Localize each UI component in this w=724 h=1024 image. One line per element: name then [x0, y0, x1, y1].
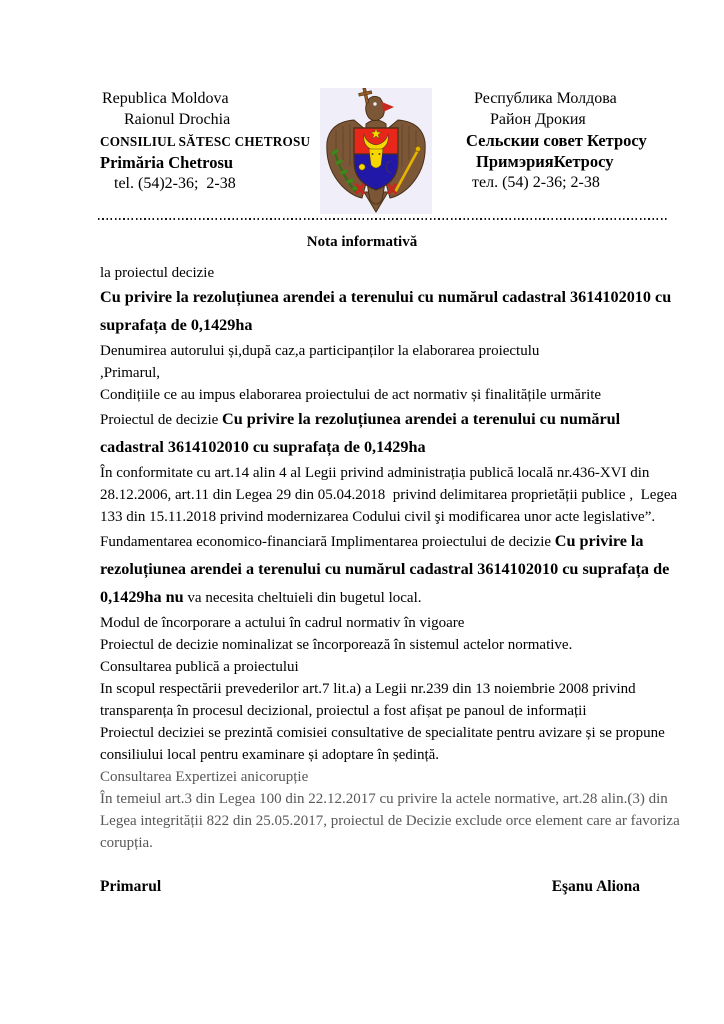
moldova-coat-of-arms-icon	[320, 88, 432, 214]
text-run: Cu privire la rezoluțiunea arendei a terenului cu numărul cadastral 3614102010 cu suprafața de 0,1429ha	[100, 410, 625, 456]
phone-ru: тел. (54) 2-36; 2-38	[472, 174, 600, 191]
text-run: Proiectul de decizie nominalizat se încorporează în sistemul actelor normative.	[100, 637, 573, 653]
district-name-ro: Raionul Drochia	[124, 111, 231, 128]
paragraph	[100, 262, 682, 284]
text-run: Cu privire la rezoluțiunea arendei a terenului cu numărul cadastral 3614102010 cu suprafața de 0,1429ha	[100, 288, 676, 334]
text-run: Proiectul de decizie	[100, 412, 223, 428]
paragraph	[100, 362, 682, 384]
paragraph	[100, 340, 682, 362]
paragraph	[100, 722, 682, 766]
paragraph	[100, 612, 682, 634]
text-run: la proiectul decizie	[100, 265, 215, 281]
text-run: va necesita cheltuieli din bugetul local.	[183, 590, 422, 606]
signer-title: Primarul	[100, 878, 162, 895]
country-name-ro: Republica Moldova	[102, 90, 229, 107]
text-run: Proiectul deciziei se prezintă comisiei consultative de specialitate pentru avizare și se propune consiliului local pentru examinare și adoptare în ședință.	[100, 725, 669, 763]
paragraph	[100, 634, 682, 656]
text-run: In scopul respectării prevederilor art.7 lit.a) a Legii nr.239 din 13 noiembrie 2008 privind transparența în procesul decizional, proiectul a fost afișat pe panoul de informații	[100, 681, 640, 719]
paragraph	[100, 462, 682, 528]
text-run: Denumirea autorului și,după caz,a participanților la elaborarea proiectulu	[100, 343, 540, 359]
signer-name: Eşanu Aliona	[551, 878, 640, 895]
paragraph	[100, 284, 682, 340]
paragraph	[100, 406, 682, 462]
text-run: Cu privire la rezoluțiunea arendei a terenului cu numărul cadastral 3614102010 cu suprafața de 0,1429ha nu	[100, 532, 674, 606]
signature-row	[100, 878, 640, 896]
district-name-ru: Район Дрокия	[490, 111, 586, 128]
text-run: În conformitate cu art.14 alin 4 al Legii privind administrația publică locală nr.436-XVI din 28.12.2006, art.11 din Legea 29 din 05.04.2018 privind delimitarea proprietății publice , Legea 133 din 15.11.2018 privind modernizarea Codului civil şi modificarea unor acte legislative”.	[100, 465, 681, 525]
text-run: Condițiile ce au impus elaborarea proiectului de act normativ și finalitățile urmărite	[100, 387, 602, 403]
dotted-separator	[98, 218, 668, 220]
paragraph	[100, 656, 682, 678]
text-run: În temeiul art.3 din Legea 100 din 22.12.2017 cu privire la actele normative, art.28 alin.(3) din Legea integrității 822 din 25.05.2017, proiectul de Decizie exclude orce element care ar favoriza corupția.	[100, 791, 684, 851]
text-run: ,Primarul,	[100, 365, 160, 381]
text-run: Consultarea publică a proiectului	[100, 659, 299, 675]
letterhead-left-column	[100, 88, 312, 194]
mayoralty-name-ro: Primăria Chetrosu	[100, 153, 234, 172]
phone-ro: tel. (54)2-36; 2-38	[114, 175, 236, 192]
paragraph	[100, 678, 682, 722]
country-name-ru: Республика Молдова	[474, 90, 617, 107]
body-paragraphs	[100, 262, 682, 854]
paragraph	[100, 384, 682, 406]
council-name-ru: Сельскии совет Кетросу	[466, 131, 647, 150]
text-run: Modul de încorporare a actului în cadrul normativ în vigoare	[100, 615, 465, 631]
text-run: Fundamentarea economico-financiară Implimentarea proiectului de decizie	[100, 534, 555, 550]
mayoralty-name-ru: ПримэрияКетросу	[476, 152, 614, 171]
letterhead	[100, 88, 694, 214]
council-name-ro: CONSILIUL SĂTESC CHETROSU	[100, 134, 311, 149]
paragraph	[100, 788, 682, 854]
text-run: Consultarea Expertizei anicorupție	[100, 769, 309, 785]
document-title: Nota informativă	[306, 234, 418, 250]
paragraph	[100, 528, 682, 612]
letterhead-right-column	[466, 88, 647, 193]
paragraph	[100, 766, 682, 788]
